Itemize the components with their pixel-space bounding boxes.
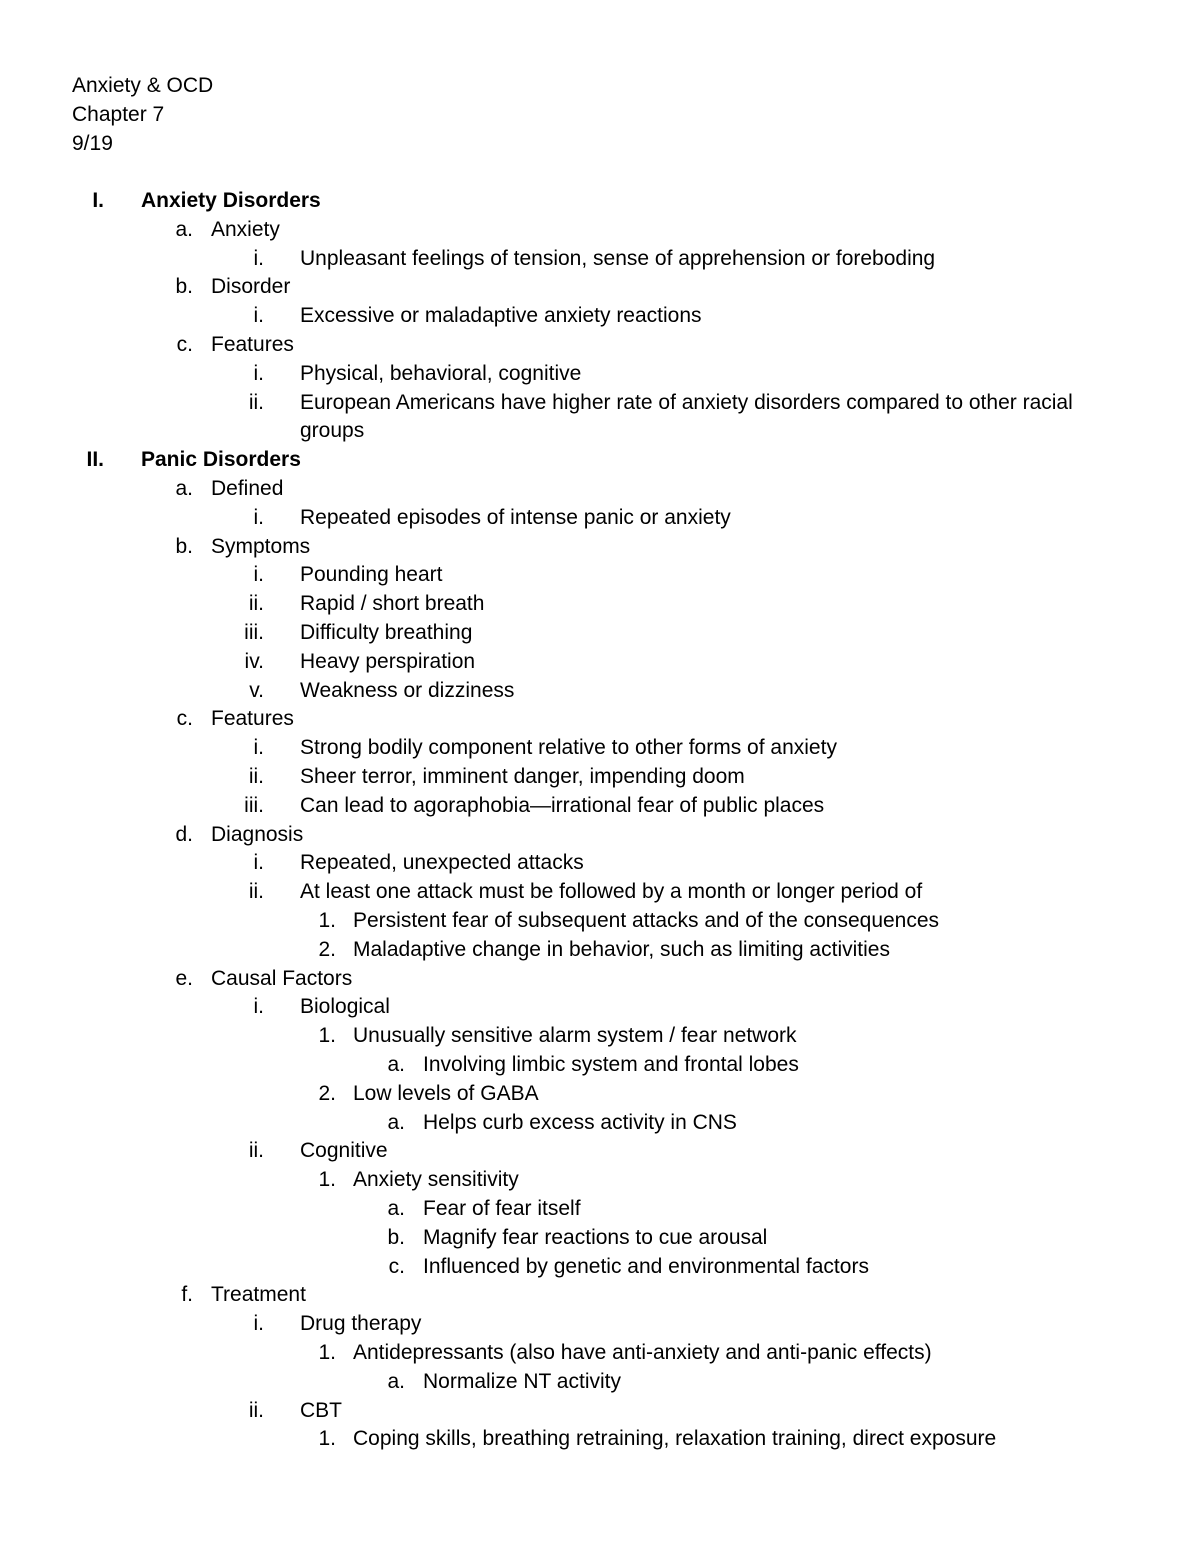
outline-item-level-3 <box>0 1397 1200 1426</box>
outline-item-level-4 <box>0 1166 1200 1195</box>
outline-text: Treatment <box>211 1283 306 1307</box>
outline-text: Sheer terror, imminent danger, impending doom <box>300 765 745 788</box>
outline-item-level-2 <box>0 331 1200 360</box>
outline-text: Features <box>211 707 294 731</box>
outline-item-level-4 <box>0 1080 1200 1109</box>
outline-marker: 2. <box>318 937 336 961</box>
outline-text: Repeated, unexpected attacks <box>300 851 584 875</box>
outline-marker: v. <box>249 678 264 702</box>
outline-text: Weakness or dizziness <box>300 678 515 702</box>
outline-item-level-2 <box>0 273 1200 302</box>
outline-marker: i. <box>253 851 264 875</box>
outline-text: Physical, behavioral, cognitive <box>300 361 582 385</box>
outline-text: Causal Factors <box>211 966 353 990</box>
outline-item-level-3 <box>0 561 1200 590</box>
outline-item-level-3 <box>0 245 1200 274</box>
outline-text: Influenced by genetic and environmental factors <box>423 1254 869 1278</box>
outline-text: Involving limbic system and frontal lobes <box>423 1053 799 1076</box>
outline-marker: ii. <box>248 592 264 616</box>
outline-text: Symptoms <box>211 534 311 558</box>
outline-marker: a. <box>387 1197 405 1220</box>
outline-marker: I. <box>92 189 104 212</box>
outline-marker: i. <box>253 995 264 1019</box>
outline-marker: 1. <box>318 1341 336 1364</box>
chapter-text: Chapter 7 <box>72 102 165 126</box>
outline-item-level-2 <box>0 821 1200 850</box>
outline-marker: i. <box>253 304 264 328</box>
outline-marker: iii. <box>244 793 264 817</box>
outline-marker: i. <box>253 1312 264 1336</box>
outline-text: Repeated episodes of intense panic or anxiety <box>300 505 731 529</box>
outline-marker: ii. <box>248 390 264 414</box>
outline-item-level-3 <box>0 417 1200 446</box>
outline-text: Unusually sensitive alarm system / fear network <box>353 1024 797 1048</box>
outline-marker: a. <box>387 1369 405 1393</box>
outline-text: Anxiety <box>211 217 280 241</box>
outline-item-level-4 <box>0 1339 1200 1368</box>
outline-marker: iii. <box>244 621 264 644</box>
outline-text: Cognitive <box>300 1139 388 1163</box>
outline-marker: iv. <box>244 649 264 673</box>
outline-item-level-5 <box>0 1195 1200 1224</box>
outline-text: Normalize NT activity <box>423 1369 621 1393</box>
outline-item-level-2 <box>0 216 1200 245</box>
outline-marker: b. <box>175 275 193 299</box>
outline-item-level-3 <box>0 1310 1200 1339</box>
outline-text: Diagnosis <box>211 822 304 846</box>
outline-item-level-5 <box>0 1109 1200 1138</box>
outline-item-level-3 <box>0 878 1200 907</box>
outline-item-level-3 <box>0 302 1200 331</box>
outline-item-level-5 <box>0 1224 1200 1253</box>
outline-item-level-5 <box>0 1253 1200 1282</box>
outline-text: Maladaptive change in behavior, such as limiting activities <box>353 937 890 961</box>
outline-text: Panic Disorders <box>141 448 301 472</box>
outline-item-level-2 <box>0 965 1200 994</box>
outline-text: Magnify fear reactions to cue arousal <box>423 1225 768 1249</box>
outline-marker: 1. <box>318 1168 336 1192</box>
outline-marker: 1. <box>318 1427 336 1451</box>
outline-item-level-3 <box>0 849 1200 878</box>
outline-marker: ii. <box>248 1398 264 1422</box>
outline-item-level-1 <box>0 187 1200 216</box>
outline-marker: i. <box>253 736 264 760</box>
outline-item-level-3 <box>0 389 1200 418</box>
outline-text: Unpleasant feelings of tension, sense of apprehension or foreboding <box>300 246 936 270</box>
outline-item-level-3 <box>0 792 1200 821</box>
outline-item-level-3 <box>0 1137 1200 1166</box>
outline-marker: e. <box>175 966 193 990</box>
outline-text: Heavy perspiration <box>300 649 476 673</box>
outline-marker: c. <box>176 333 193 356</box>
outline-text: Antidepressants (also have anti-anxiety and anti-panic effects) <box>353 1341 932 1364</box>
outline-marker: b. <box>175 534 193 558</box>
outline-text: Rapid / short breath <box>300 592 485 616</box>
outline-marker: c. <box>388 1254 405 1278</box>
outline-marker: a. <box>175 477 193 500</box>
outline-text: Difficulty breathing <box>300 621 473 644</box>
title-text: Anxiety & OCD <box>72 74 214 97</box>
outline-item-level-2 <box>0 705 1200 734</box>
outline-text: Fear of fear itself <box>423 1197 581 1220</box>
outline-item-level-3 <box>0 993 1200 1022</box>
outline-marker: II. <box>86 448 104 472</box>
outline-item-level-4 <box>0 907 1200 936</box>
outline-marker: b. <box>387 1225 405 1249</box>
outline-item-level-3 <box>0 360 1200 389</box>
outline-text: Disorder <box>211 275 291 299</box>
outline-marker: 1. <box>318 1024 336 1048</box>
outline-item-level-5 <box>0 1368 1200 1397</box>
date-text: 9/19 <box>72 131 113 155</box>
outline-item-level-5 <box>0 1051 1200 1080</box>
outline-text: Defined <box>211 477 284 500</box>
outline-item-level-3 <box>0 590 1200 619</box>
outline-marker: d. <box>175 822 193 846</box>
date-label <box>0 130 1200 159</box>
outline-item-level-3 <box>0 734 1200 763</box>
outline-marker: c. <box>176 707 193 731</box>
outline-item-level-3 <box>0 619 1200 648</box>
outline-marker: a. <box>387 1110 405 1134</box>
outline-item-level-3 <box>0 763 1200 792</box>
outline-item-level-2 <box>0 475 1200 504</box>
outline-text: Strong bodily component relative to other forms of anxiety <box>300 736 837 760</box>
outline-item-level-1 <box>0 446 1200 475</box>
outline-text: Low levels of GABA <box>353 1081 539 1105</box>
outline-text: Helps curb excess activity in CNS <box>423 1110 737 1134</box>
outline-item-level-4 <box>0 1425 1200 1454</box>
outline-text: European Americans have higher rate of anxiety disorders compared to other racial <box>300 390 1073 414</box>
outline-text: Anxiety Disorders <box>141 189 321 212</box>
outline-marker: 2. <box>318 1081 336 1105</box>
outline-marker: ii. <box>248 1139 264 1163</box>
outline-item-level-3 <box>0 504 1200 533</box>
outline-item-level-3 <box>0 648 1200 677</box>
outline-marker: i. <box>253 246 264 270</box>
outline-marker: ii. <box>248 880 264 904</box>
outline-text: Coping skills, breathing retraining, relaxation training, direct exposure <box>353 1427 997 1451</box>
outline-text: Biological <box>300 995 390 1019</box>
outline-text: Excessive or maladaptive anxiety reactions <box>300 304 702 328</box>
outline-marker: i. <box>253 563 264 587</box>
outline-text: Drug therapy <box>300 1312 422 1336</box>
outline-text: groups <box>300 419 365 443</box>
outline-marker: 1. <box>318 909 336 932</box>
outline-item-level-3 <box>0 677 1200 706</box>
outline-text: Anxiety sensitivity <box>353 1168 519 1192</box>
outline-item-level-2 <box>0 533 1200 562</box>
outline-text: Persistent fear of subsequent attacks and of the consequences <box>353 909 940 932</box>
document-title <box>0 72 1200 101</box>
outline-text: Pounding heart <box>300 563 443 587</box>
outline-marker: ii. <box>248 765 264 788</box>
outline-text: At least one attack must be followed by a month or longer period of <box>300 880 923 904</box>
outline-marker: a. <box>387 1053 405 1076</box>
outline-text: Can lead to agoraphobia—irrational fear of public places <box>300 793 825 817</box>
outline-text: CBT <box>300 1398 342 1422</box>
outline-marker: i. <box>253 505 264 529</box>
outline-item-level-4 <box>0 936 1200 965</box>
chapter-label <box>0 101 1200 130</box>
outline-marker: a. <box>175 217 193 241</box>
outline-item-level-4 <box>0 1022 1200 1051</box>
outline-text: Features <box>211 333 294 356</box>
outline-item-level-2 <box>0 1281 1200 1310</box>
outline-marker: i. <box>253 361 264 385</box>
outline-marker: f. <box>181 1283 193 1307</box>
